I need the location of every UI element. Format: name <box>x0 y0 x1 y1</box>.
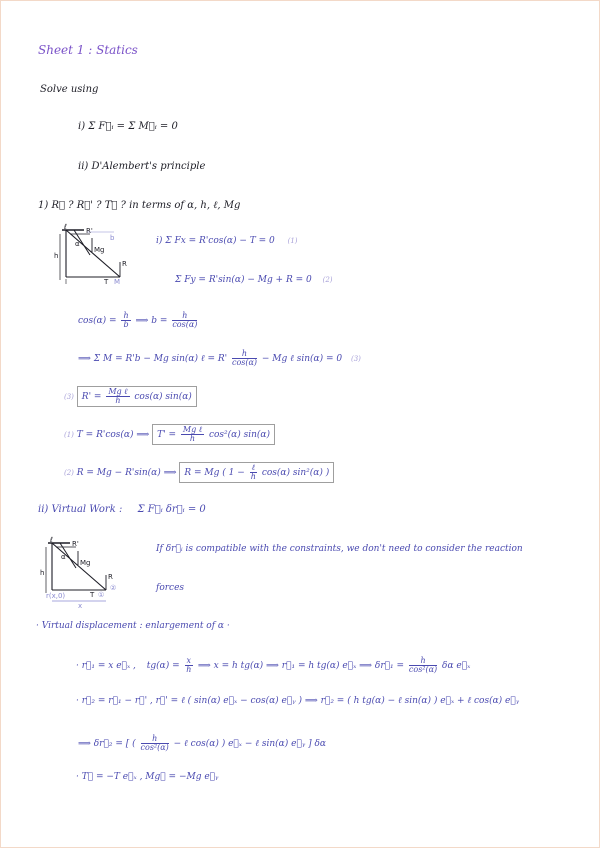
frac-den: cos²(α) <box>408 665 438 674</box>
eq-t <box>64 424 275 445</box>
result-box-r <box>179 462 334 483</box>
eq-sum-fx <box>156 237 298 246</box>
vw-note-line-2: forces <box>156 583 185 593</box>
frac-h-over-b <box>121 312 130 329</box>
t-box-a: T' = <box>157 430 177 440</box>
eq-sum-fy <box>175 276 333 285</box>
frac-den: h <box>189 434 196 443</box>
fig2-label-mg: Mg <box>80 559 91 567</box>
frac-r <box>250 464 257 481</box>
fig1-label-r: R <box>122 260 127 268</box>
frac-dr2 <box>141 735 169 752</box>
fig2-label-one: ① <box>98 591 105 599</box>
eq-t-a: T = R'cos(α) ⟹ <box>76 430 150 440</box>
r-prime-a: R' = <box>81 392 102 402</box>
frac-den: h <box>250 472 256 481</box>
frac-den: cos²(α) <box>140 743 169 752</box>
fig1-label-t: T <box>104 278 109 286</box>
frac-den: cos(α) <box>172 320 198 329</box>
frac-den: b <box>123 320 129 329</box>
frac-num: Mg ℓ <box>108 387 128 396</box>
fig2-label-origin: r(x,0) <box>46 592 66 600</box>
frac-den: h <box>186 665 192 674</box>
eq-r-tag: (2) <box>64 469 74 477</box>
frac-moment <box>232 350 257 367</box>
fig1-label-l: ℓ <box>64 223 67 231</box>
eq-cos-mid: ⟹ b = <box>135 316 168 326</box>
fig1-label-h: h <box>54 252 59 260</box>
eq-sum-fy-text: Σ Fy = R'sin(α) − Mg + R = 0 <box>175 275 312 285</box>
result-box-r-prime <box>77 386 197 407</box>
eq-r1-c: ⟹ x = h tg(α) ⟹ r⃗₁ = h tg(α) e⃗ₓ ⟹ δr⃗₁ = <box>197 661 405 671</box>
eq-r-a: R = Mg − R'sin(α) ⟹ <box>76 468 177 478</box>
frac-r-prime <box>106 388 129 405</box>
fig1-label-b: b <box>110 234 115 242</box>
frac-num: h <box>409 657 437 666</box>
frac-num: ℓ <box>251 463 255 472</box>
frac-h-over-cos <box>172 312 197 329</box>
eq-r-prime-tag: (3) <box>64 393 74 401</box>
frac-num: x <box>186 656 192 665</box>
eq-r-prime <box>64 386 197 407</box>
frac-num: h <box>172 312 197 321</box>
eq-r1 <box>76 657 470 674</box>
frac-num: h <box>123 311 129 320</box>
method-i: i) Σ F⃗ᵢ = Σ M⃗ᵢ = 0 <box>78 121 178 132</box>
fig1-label-mg: Mg <box>94 246 105 254</box>
figure-2 <box>38 535 128 610</box>
fig2-label-t: T <box>90 591 95 599</box>
r-prime-b: cos(α) sin(α) <box>134 392 192 402</box>
frac-den: cos(α) <box>231 358 258 367</box>
virtual-work-heading <box>38 505 206 515</box>
eq-dr2-b: − ℓ cos(α) ) e⃗ₓ − ℓ sin(α) e⃗ᵧ ] δα <box>173 739 326 749</box>
eq-dr2-a: ⟹ δr⃗₂ = [ ( <box>78 739 136 749</box>
fig2-label-r: R <box>108 573 113 581</box>
fig1-label-rprime: R' <box>86 227 93 235</box>
frac-h-over-cos2 <box>409 657 437 674</box>
eq-r1-b: tg(α) = <box>146 661 180 671</box>
r-box-a: R = Mg ( 1 − <box>184 468 245 478</box>
eq-sum-fy-tag: (2) <box>322 276 333 284</box>
fig1-label-alpha: α <box>75 240 80 248</box>
eq-moment <box>78 350 361 367</box>
fig2-label-rprime: R' <box>72 540 79 548</box>
fig2-label-two: ② <box>110 584 117 592</box>
fig2-label-l: ℓ <box>50 536 53 544</box>
r-box-b: cos(α) sin²(α) ) <box>261 468 330 478</box>
virtual-work-equation: Σ F⃗ᵢ δr⃗ᵢ = 0 <box>137 504 206 515</box>
frac-den: h <box>115 396 121 405</box>
fig1-label-m: M <box>114 278 121 286</box>
eq-t-tag: (1) <box>64 431 74 439</box>
eq-sum-fx-tag: (1) <box>287 237 298 245</box>
t-box-b: cos²(α) sin(α) <box>208 430 271 440</box>
solve-using: Solve using <box>40 84 99 95</box>
eq-moment-a: ⟹ Σ M = R'b − Mg sin(α) ℓ = R' <box>78 354 228 364</box>
eq-moment-b: − Mg ℓ sin(α) = 0 <box>261 354 343 364</box>
eq-sum-fx-text: i) Σ Fx = R'cos(α) − T = 0 <box>156 236 275 246</box>
eq-cos-lhs: cos(α) = <box>78 316 117 326</box>
fig2-label-x: x <box>78 602 83 610</box>
frac-t <box>181 426 204 443</box>
frac-num: Mg ℓ <box>182 425 203 434</box>
eq-cos <box>78 312 199 329</box>
sheet-title: Sheet 1 : Statics <box>38 43 138 57</box>
frac-num: h <box>141 735 169 744</box>
result-box-t <box>152 424 275 445</box>
question-1: 1) R⃗ ? R⃗' ? T⃗ ? in terms of α, h, ℓ, Mg <box>38 200 241 211</box>
vw-note-line-1: If δr⃗ᵢ is compatible with the constraints, we don't need to consider the reaction <box>156 544 523 554</box>
eq-forces: · T⃗ = −T e⃗ₓ , Mg⃗ = −Mg e⃗ᵧ <box>76 772 219 782</box>
fig2-label-h: h <box>40 569 45 577</box>
virtual-displacement-label: · Virtual displacement : enlargement of α · <box>36 621 230 631</box>
eq-r1-d: δα e⃗ₓ <box>442 661 471 671</box>
eq-r2: · r⃗₂ = r⃗₁ − r⃗' , r⃗' = ℓ ( sin(α) e⃗ₓ − cos(α) e⃗ᵧ ) ⟹ r⃗₂ = ( h tg(α) − ℓ sin(α) ) e⃗ₓ + ℓ cos(α) e⃗ᵧ <box>76 696 520 706</box>
frac-x-over-h <box>185 657 194 674</box>
eq-moment-tag: (3) <box>351 355 361 363</box>
figure-1 <box>52 222 142 292</box>
method-ii: ii) D'Alembert's principle <box>78 161 206 172</box>
eq-r1-a: · r⃗₁ = x e⃗ₓ , <box>76 661 136 671</box>
fig2-label-alpha: α <box>61 553 66 561</box>
frac-num: h <box>232 350 257 359</box>
eq-delta-r2 <box>78 735 326 752</box>
eq-r <box>64 462 334 483</box>
virtual-work-label: ii) Virtual Work : <box>38 504 123 515</box>
